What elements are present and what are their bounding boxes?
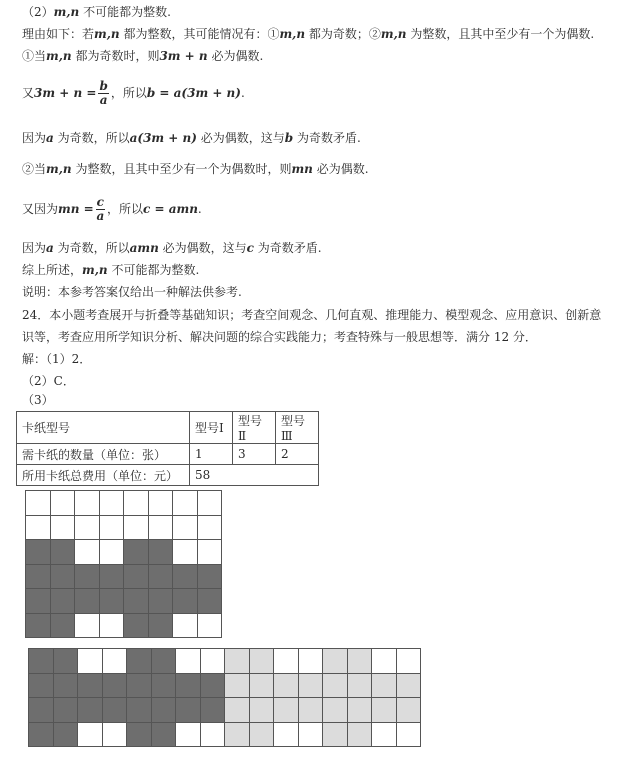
light-shaded-square [348,723,373,748]
text-run: . [240,86,245,100]
grid-square [176,723,201,748]
grid-square [75,614,100,639]
shaded-square [201,698,226,723]
text-run: 为奇数，所以 [53,241,130,255]
text-run: . [197,202,202,216]
math-var: a [46,241,54,255]
shaded-square [54,698,79,723]
light-shaded-square [299,698,324,723]
shaded-square [51,540,76,565]
math-var: m,n [279,27,306,41]
fraction-c-over-a [96,196,105,223]
grid-square [198,516,223,541]
text-run: 都为整数，其可能情况有：① [119,27,280,41]
light-shaded-square [397,674,422,699]
grid-square [78,649,103,674]
math-expr: 3m + n [159,49,208,63]
grid-square [372,649,397,674]
text-run: 为奇数，所以 [53,131,130,145]
math-expr: 3m + n = [34,86,97,100]
text-run: 必为偶数，这与 [196,131,285,145]
grid-square [149,491,174,516]
grid-square [198,491,223,516]
grid-square [173,540,198,565]
math-expr: mn [291,162,313,176]
math-expr: c = amn [143,202,198,216]
math-var: a [46,131,54,145]
shaded-square [100,565,125,590]
grid-square [51,491,76,516]
shaded-square [149,614,174,639]
text-run: 为整数，且其中至少有一个为偶数时，则 [71,162,292,176]
grid-square [299,649,324,674]
shaded-square [26,614,51,639]
grid-square [397,723,422,748]
math-expr: a(3m + n) [129,131,197,145]
note-line: 说明：本参考答案仅给出一种解法供参考. [22,285,242,299]
shaded-square [176,674,201,699]
light-shaded-square [274,698,299,723]
grid-square [149,516,174,541]
light-shaded-square [250,674,275,699]
shaded-square [124,565,149,590]
grid-square [274,723,299,748]
shaded-square [152,674,177,699]
text-run: 都为奇数时，则 [71,49,160,63]
text-run: 必为偶数，这与 [158,241,247,255]
shaded-square [124,540,149,565]
shaded-square [100,589,125,614]
light-shaded-square [323,649,348,674]
grid-square [51,516,76,541]
shaded-square [29,649,54,674]
light-shaded-square [299,674,324,699]
math-var: m,n [82,263,108,277]
grid-square [299,723,324,748]
shaded-square [26,540,51,565]
table-cell: 2 [276,444,319,465]
shaded-square [29,698,54,723]
shaded-square [152,698,177,723]
light-shaded-square [348,649,373,674]
shaded-square [149,589,174,614]
shaded-square [149,540,174,565]
grid-square [100,614,125,639]
table-cell: 型号Ⅰ [190,412,233,444]
grid-square [372,723,397,748]
table-cell: 需卡纸的数量（单位：张） [17,444,190,465]
table-cell: 3 [233,444,276,465]
q24-intro-line1: 24．本小题考查展开与折叠等基础知识；考查空间观念、几何直观、推理能力、模型观念、应用意识、创新意 [22,308,602,322]
statement-text: 不可能都为整数. [79,5,171,19]
shaded-square [51,565,76,590]
numerator: b [99,79,108,93]
math-var: b [284,131,294,145]
answer-part1: 解：（1）2． [22,352,92,366]
shaded-square [51,614,76,639]
table-cell: 卡纸型号 [17,412,190,444]
contradiction2-line [22,240,322,256]
table-cell: 型号Ⅱ [233,412,276,444]
table-cell: 所用卡纸总费用（单位：元） [17,465,190,486]
math-var: c [246,241,254,255]
text-run: ①当 [22,49,47,63]
shaded-square [78,674,103,699]
shaded-square [173,565,198,590]
contradiction1-line [22,130,361,146]
card-type-table [16,411,319,486]
case1-line [22,48,263,64]
grid-square [397,649,422,674]
table-row [17,465,319,486]
grid-square [274,649,299,674]
denominator: a [96,209,105,223]
grid-square [103,723,128,748]
shaded-square [26,589,51,614]
shaded-square [127,723,152,748]
light-shaded-square [250,698,275,723]
fraction-b-over-a [98,80,108,107]
shaded-square [198,565,223,590]
shaded-square [78,698,103,723]
reason-line [22,26,594,42]
text-run: 为整数，且其中至少有一个为偶数. [406,27,595,41]
math-expr: amn [129,241,159,255]
shaded-square [124,614,149,639]
paper-grid-figure-2 [28,648,421,747]
shaded-square [127,649,152,674]
q24-intro-line2: 识等，考查应用所学知识分析、解决问题的综合实践能力；考查特殊与一般思想等．满分 12 分． [22,330,537,344]
shaded-square [127,674,152,699]
part-label: （2） [22,5,54,19]
grid-square [75,491,100,516]
grid-square [173,614,198,639]
grid-square [198,614,223,639]
grid-square [100,516,125,541]
grid-square [103,649,128,674]
light-shaded-square [225,698,250,723]
light-shaded-square [250,723,275,748]
part2-statement [22,4,171,20]
shaded-square [103,674,128,699]
math-expr: mn = [58,202,94,216]
light-shaded-square [323,723,348,748]
paper-grid-figure-1 [25,490,222,638]
case2-line [22,161,369,177]
text-run: 为奇数矛盾. [253,241,322,255]
text-run: 综上所述， [22,263,83,277]
light-shaded-square [372,698,397,723]
light-shaded-square [225,649,250,674]
text-run: 必为偶数. [312,162,369,176]
text-run: 又 [22,86,35,100]
text-run: 都为奇数；② [305,27,381,41]
light-shaded-square [225,723,250,748]
shaded-square [75,589,100,614]
grid-square [201,723,226,748]
shaded-square [127,698,152,723]
shaded-square [75,565,100,590]
numerator: c [96,195,104,209]
grid-square [124,491,149,516]
table-cell: 型号Ⅲ [276,412,319,444]
shaded-square [103,698,128,723]
shaded-square [152,649,177,674]
shaded-square [149,565,174,590]
answer-part2: （2）C． [22,374,75,388]
text-run: 因为 [22,241,47,255]
grid-square [78,723,103,748]
grid-square [124,516,149,541]
grid-square [75,516,100,541]
text-run: ，所以 [110,86,147,100]
grid-square [26,516,51,541]
shaded-square [201,674,226,699]
light-shaded-square [250,649,275,674]
shaded-square [29,723,54,748]
shaded-square [29,674,54,699]
grid-square [173,491,198,516]
text-run: 不可能都为整数. [107,263,200,277]
math-var: m,n [94,27,120,41]
shaded-square [54,649,79,674]
table-header-row [17,412,319,444]
shaded-square [152,723,177,748]
grid-square [198,540,223,565]
equation-b-line [22,78,245,108]
grid-square [173,516,198,541]
conclusion-line [22,262,199,278]
table-cell: 1 [190,444,233,465]
shaded-square [51,589,76,614]
math-var: m,n [46,162,72,176]
math-var: m,n [380,27,407,41]
grid-square [26,491,51,516]
light-shaded-square [372,674,397,699]
light-shaded-square [225,674,250,699]
math-var: m,n [46,49,72,63]
shaded-square [124,589,149,614]
table-row [17,444,319,465]
grid-square [176,649,201,674]
grid-square [100,540,125,565]
text-run: 必为偶数. [207,49,264,63]
text-run: 为奇数矛盾. [293,131,361,145]
text-run: 理由如下：若 [22,27,95,41]
light-shaded-square [323,698,348,723]
light-shaded-square [274,674,299,699]
shaded-square [54,723,79,748]
answer-part3-label: （3） [22,393,54,407]
shaded-square [26,565,51,590]
text-run: 因为 [22,131,47,145]
grid-square [100,491,125,516]
math-expr: b = a(3m + n) [146,86,241,100]
light-shaded-square [397,698,422,723]
shaded-square [173,589,198,614]
math-var: m,n [53,5,80,19]
grid-square [201,649,226,674]
shaded-square [54,674,79,699]
grid-square [75,540,100,565]
shaded-square [176,698,201,723]
text-run: 又因为 [22,202,59,216]
equation-c-line [22,194,202,224]
light-shaded-square [348,674,373,699]
table-cell: 58 [190,465,319,486]
text-run: ②当 [22,162,47,176]
shaded-square [198,589,223,614]
text-run: ，所以 [106,202,143,216]
denominator: a [99,93,108,107]
light-shaded-square [323,674,348,699]
light-shaded-square [348,698,373,723]
